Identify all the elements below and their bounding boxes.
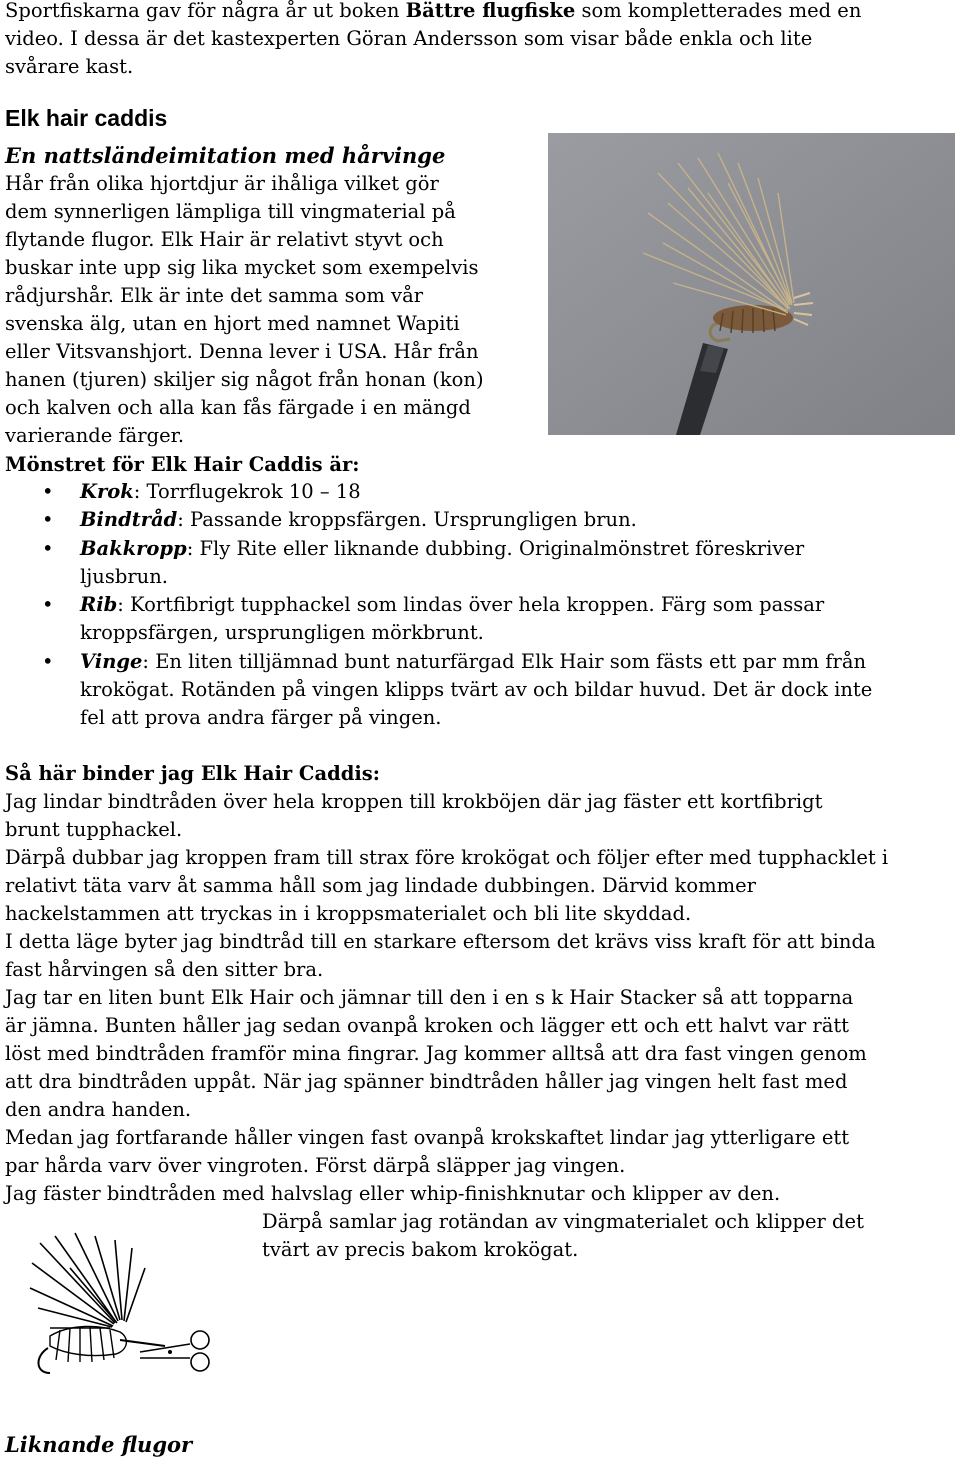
- list-item: [0, 591, 960, 648]
- description-line: flytande flugor. Elk Hair är relativt styvt och: [5, 228, 444, 251]
- item-text: : Kortfibrigt tupphackel som lindas över hela kroppen. Färg som passar: [117, 593, 825, 617]
- item-label: Vinge: [80, 649, 143, 673]
- item-text: : En liten tilljämnad bunt naturfärgad Elk Hair som fästs ett par mm från: [142, 649, 866, 673]
- description-line: buskar inte upp sig lika mycket som exempelvis: [5, 256, 479, 279]
- howto-line: I detta läge byter jag bindtråd till en starkare eftersom det krävs viss kraft för att binda: [5, 930, 876, 953]
- item-text: : Fly Rite eller liknande dubbing. Originalmönstret föreskriver: [186, 536, 805, 560]
- item-text: : Torrflugekrok 10 – 18: [133, 480, 361, 503]
- howto-line: Medan jag fortfarande håller vingen fast ovanpå krokskaftet lindar jag ytterligare ett: [5, 1126, 850, 1149]
- section-title: Elk hair caddis: [5, 105, 168, 131]
- description-line: varierande färger.: [5, 424, 185, 447]
- description-line: dem synnerligen lämpliga till vingmaterial på: [5, 200, 456, 223]
- item-label: Bakkropp: [80, 536, 187, 560]
- list-item: [0, 478, 960, 506]
- description-line: Hår från olika hjortdjur är ihåliga vilket gör: [5, 172, 439, 195]
- fly-drawing-with-scissors-icon: [20, 1228, 220, 1396]
- howto-line: hackelstammen att tryckas in i kroppsmaterialet och bli lite skyddad.: [5, 902, 692, 925]
- pattern-list: [0, 478, 960, 733]
- howto-line: är jämna. Bunten håller jag sedan ovanpå kroken och lägger ett och ett halvt var rätt: [5, 1014, 849, 1037]
- howto-line: par hårda varv över vingroten. Först därpå släpper jag vingen.: [5, 1154, 626, 1177]
- howto-line: Därpå dubbar jag kroppen fram till strax före krokögat och följer efter med tupphacklet i: [5, 846, 889, 869]
- list-item: [0, 648, 960, 733]
- description-line: svenska älg, utan en hjort med namnet Wapiti: [5, 312, 460, 335]
- bullet-icon: •: [42, 649, 54, 673]
- item-label: Rib: [80, 593, 118, 617]
- item-label: Bindtråd: [80, 508, 178, 532]
- howto-line: Jag fäster bindtråden med halvslag eller whip-finishknutar och klipper av den.: [5, 1182, 781, 1205]
- howto-final-line: Därpå samlar jag rotändan av vingmaterialet och klipper det: [262, 1210, 864, 1233]
- description-line: och kalven och alla kan fås färgade i en mängd: [5, 396, 471, 419]
- section-subtitle: En nattsländeimitation med hårvinge: [5, 143, 446, 168]
- intro-line-2: video. I dessa är det kastexperten Göran Andersson som visar både enkla och lite: [5, 27, 813, 50]
- howto-final-line: tvärt av precis bakom krokögat.: [262, 1238, 579, 1261]
- howto-line: relativt täta varv åt samma håll som jag lindade dubbingen. Därvid kommer: [5, 874, 756, 897]
- list-item: [0, 506, 960, 534]
- item-text-cont: ljusbrun.: [80, 564, 168, 588]
- item-label: Krok: [80, 480, 134, 503]
- howto-line: Jag tar en liten bunt Elk Hair och jämnar till den i en s k Hair Stacker så att topparna: [5, 986, 854, 1009]
- intro-line-1: Sportfiskarna gav för några år ut boken Bättre flugfiske som kompletterades med en: [5, 0, 862, 22]
- item-text: : Passande kroppsfärgen. Ursprungligen brun.: [177, 508, 637, 532]
- pattern-title: Mönstret för Elk Hair Caddis är:: [5, 453, 360, 476]
- item-text-cont: kroppsfärgen, ursprungligen mörkbrunt.: [80, 621, 484, 645]
- description-line: eller Vitsvanshjort. Denna lever i USA. Hår från: [5, 340, 479, 363]
- item-text-cont: fel att prova andra färger på vingen.: [80, 706, 442, 730]
- howto-line: brunt tupphackel.: [5, 818, 183, 841]
- howto-line: den andra handen.: [5, 1098, 192, 1121]
- howto-line: fast hårvingen så den sitter bra.: [5, 958, 324, 981]
- bullet-icon: •: [42, 480, 54, 503]
- howto-line: att dra bindtråden uppåt. När jag spänner bindtråden håller jag vingen helt fast med: [5, 1070, 848, 1093]
- description-line: rådjurshår. Elk är inte det samma som vår: [5, 284, 424, 307]
- elk-hair-caddis-photo: [548, 133, 955, 435]
- howto-line: Jag lindar bindtråden över hela kroppen till krokböjen där jag fäster ett kortfibrigt: [5, 790, 823, 813]
- book-title: Bättre flugfiske: [405, 0, 576, 22]
- howto-title: Så här binder jag Elk Hair Caddis:: [5, 762, 380, 785]
- description-line: hanen (tjuren) skiljer sig något från honan (kon): [5, 368, 484, 391]
- list-item: [0, 535, 960, 592]
- item-text-cont: krokögat. Rotänden på vingen klipps tvärt av och bildar huvud. Det är dock inte: [80, 678, 873, 702]
- similar-flies-title: Liknande flugor: [5, 1432, 193, 1457]
- bullet-icon: •: [42, 593, 54, 617]
- howto-line: löst med bindtråden framför mina fingrar. Jag kommer alltså att dra fast vingen genom: [5, 1042, 867, 1065]
- bullet-icon: •: [42, 536, 54, 560]
- intro-line-3: svårare kast.: [5, 55, 134, 78]
- bullet-icon: •: [42, 508, 54, 532]
